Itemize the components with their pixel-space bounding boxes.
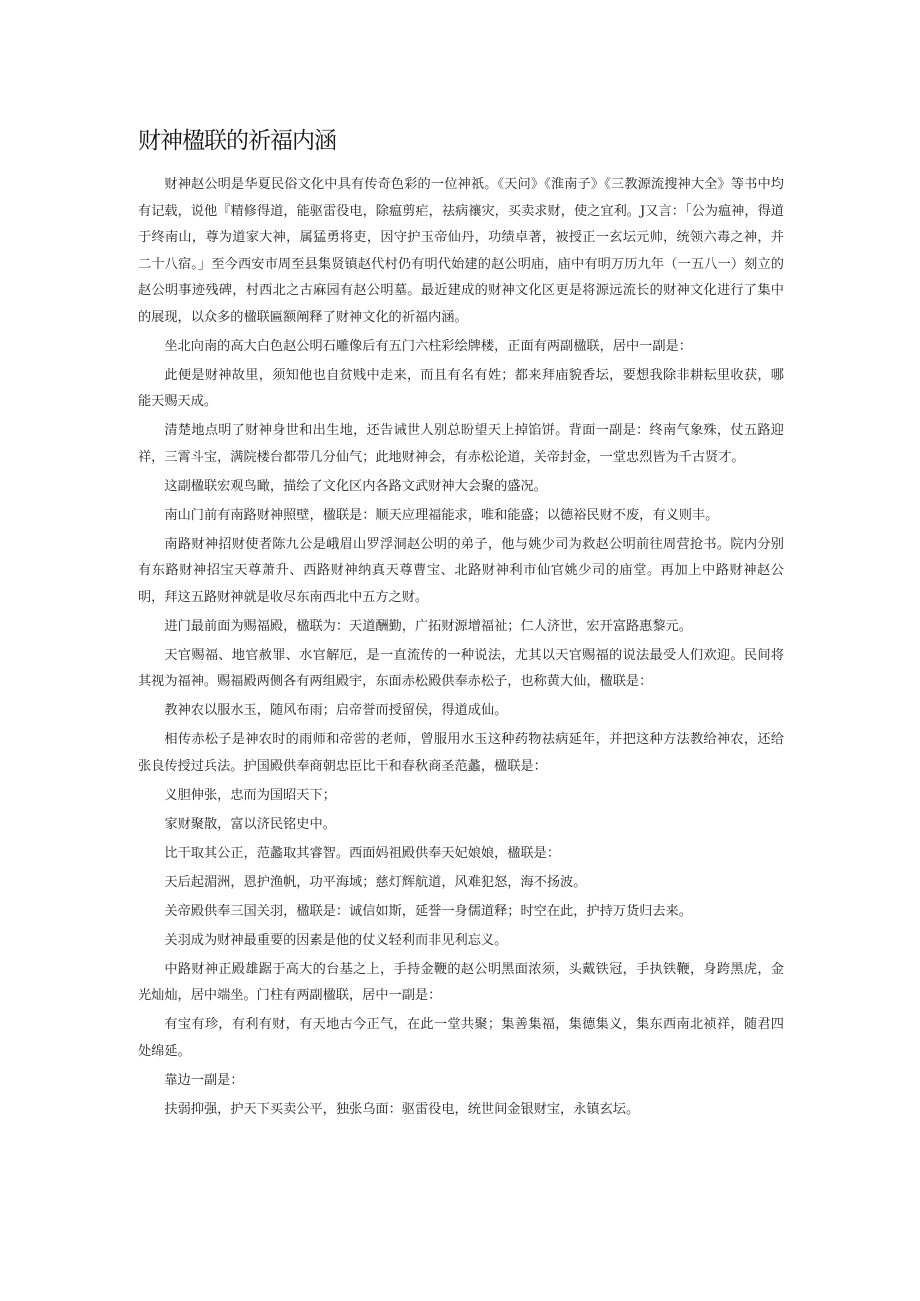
paragraph-14: 比干取其公正，范蠡取其睿智。西面妈祖殿供奉天妃娘娘，楹联是： xyxy=(164,845,561,861)
paragraph-16: 关帝殿供奉三国关羽，楹联是：诚信如斯，延誉一身儒道释；时空在此，护持万货归去来。 xyxy=(164,903,692,919)
paragraph-1: 财神赵公明是华夏民俗文化中具有传奇色彩的一位神祇。《天问》《淮南子》《三教源流搜神大全》等书中均有记载，说他『精修得道，能驱雷役电，除瘟剪疟，祛病禳灾，买卖求财，使之宜利。J又言：「公为瘟神，得道于终南山，尊为道家大神，属猛勇将吏，因守护玉帝仙丹，功绩卓著，被授正一玄坛元帅，统领六毒之神，并二十八宿。」至今西安市周至县集贤镇赵代村仍有明代始建的赵公明庙，庙中有明万历九年（一五八一）刻立的赵公明事迹残碑，村西北之古麻园有赵公明墓。最近建成的财神文化区更是将源远流长的财神文化进行了集中的展现，以众多的楹联匾额阐释了财神文化的祈福内涵。 xyxy=(138,177,784,325)
paragraph-19: 有宝有珍，有利有财，有天地古今正气，在此一堂共聚；集善集福，集德集义，集东西南北祯祥，随君四处绵延。 xyxy=(138,1017,784,1059)
paragraph-3: 此便是财神故里，须知他也自贫贱中走来，而且有名有姓；都来拜庙貌香坛，要想我除非耕耘里收获，哪能天赐天成。 xyxy=(138,367,784,409)
paragraph-15: 天后起湄洲，恩护渔帆，功平海域；慈灯辉航道，风难犯怒，海不扬波。 xyxy=(164,874,587,890)
paragraph-18: 中路财神正殿雄踞于高大的台基之上，手持金鞭的赵公明黑面浓须，头戴铁冠，手执铁鞭，身跨黑虎，金光灿灿，居中端坐。门柱有两副楹联，居中一副是： xyxy=(138,961,784,1003)
paragraph-11: 相传赤松子是神农时的雨师和帝喾的老师，曾服用水玉这种药物祛病延年，并把这种方法教给神农，还给张良传授过兵法。护国殿供奉商朝忠臣比干和春秋商圣范蠡，楹联是： xyxy=(138,732,784,774)
paragraph-8: 进门最前面为赐福殿，楹联为：天道酬勤，广拓财源增福祉；仁人济世，宏开富路惠黎元。 xyxy=(164,618,692,634)
paragraph-7: 南路财神招财使者陈九公是峨眉山罗浮洞赵公明的弟子，他与姚少司为救赵公明前往周营抢书。院内分别有东路财神招宝天尊萧升、西路财神纳真天尊曹宝、北路财神利市仙官姚少司的庙堂。再加上中路财神赵公明，拜这五路财神就是收尽东南西北中五方之财。 xyxy=(138,536,784,605)
paragraph-21: 扶弱抑强，护天下买卖公平，独张乌面：驱雷役电，统世间金银财宝，永镇玄坛。 xyxy=(164,1101,640,1117)
paragraph-6: 南山门前有南路财神照壁，楹联是：顺天应理福能求，唯和能盛；以德裕民财不废，有义则丰。 xyxy=(164,507,719,523)
paragraph-10: 教神农以服水玉，随风布雨；启帝誉而授留侯，得道成仙。 xyxy=(164,703,508,718)
paragraph-20: 靠边一副是： xyxy=(164,1072,244,1088)
paragraph-5: 这副楹联宏观鸟瞰，描绘了文化区内各路文武财神大会聚的盛况。 xyxy=(164,478,547,494)
paragraph-17: 关羽成为财神最重要的因素是他的仗义轻利而非见利忘义。 xyxy=(164,932,508,948)
paragraph-4: 清楚地点明了财神身世和出生地，还告诫世人别总盼望天上掉馅饼。背面一副是：终南气象殊，仗五路迎祥，三霄斗宝，满院楼台都带几分仙气；此地财神会，有赤松论道，关帝封金，一堂忠烈皆为千古贤才。 xyxy=(138,423,784,465)
document-title: 财神楹联的祈福内涵 xyxy=(138,128,336,154)
paragraph-13: 家财聚散，富以济民铭史中。 xyxy=(164,816,336,832)
document-page xyxy=(138,126,784,1126)
paragraph-9: 天官赐福、地官赦罪、水官解厄，是一直流传的一种说法，尤其以天官赐福的说法最受人们欢迎。民间将其视为福神。赐福殿两侧各有两组殿宇，东面赤松殿供奉赤松子，也称黄大仙，楹联是： xyxy=(138,647,784,689)
paragraph-12: 义胆伸张，忠而为国昭天下； xyxy=(164,787,336,803)
paragraph-2: 坐北向南的高大白色赵公明石雕像后有五门六柱彩绘牌楼，正面有两副楹联，居中一副是： xyxy=(164,338,692,354)
